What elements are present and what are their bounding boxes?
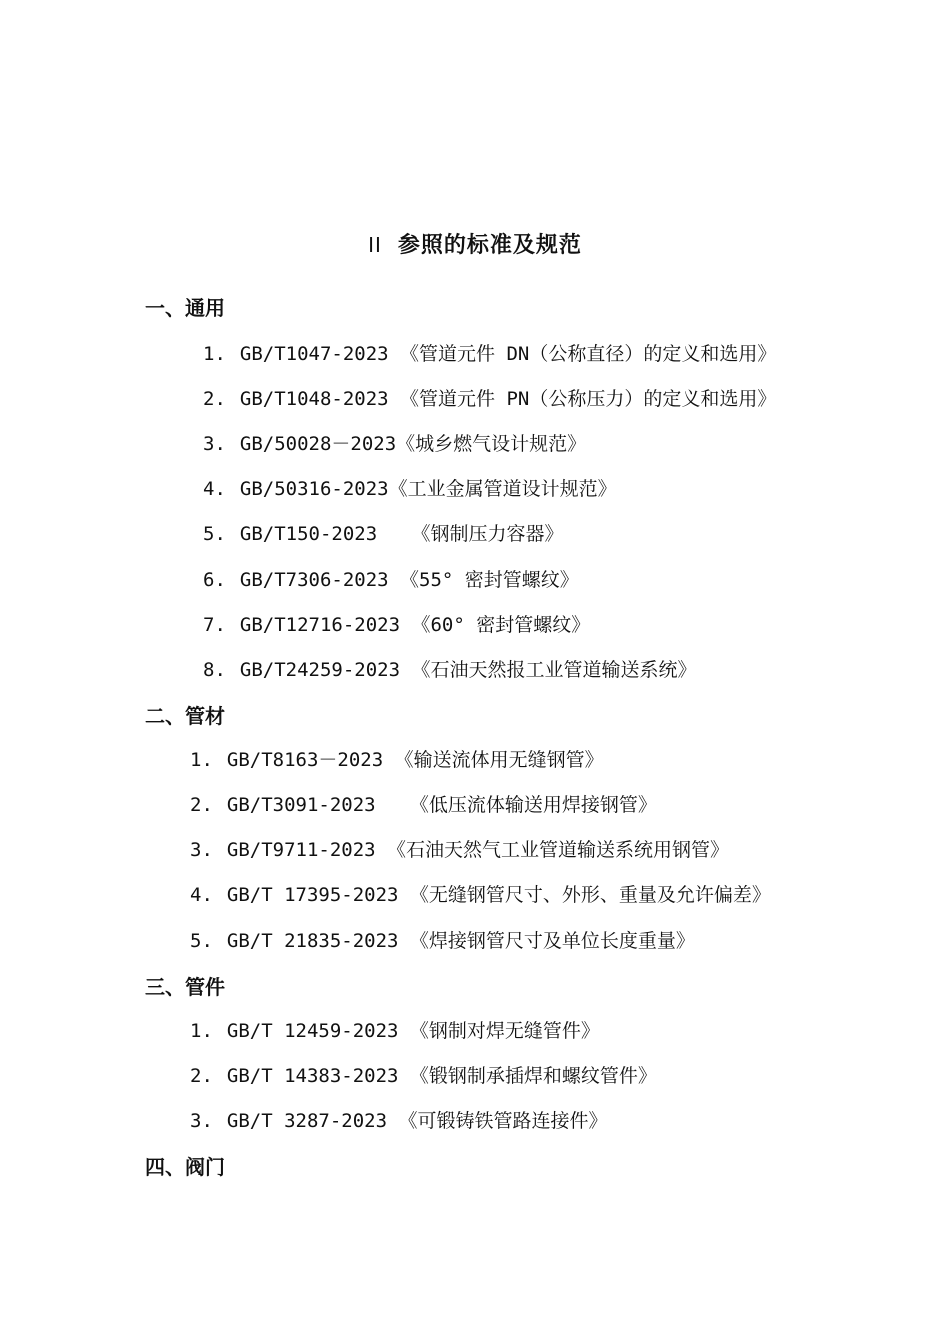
- list-item: 1. GB/T1047-2023 《管道元件 DN（公称直径）的定义和选用》: [203, 343, 777, 365]
- list-item: 6. GB/T7306-2023 《55° 密封管螺纹》: [203, 569, 579, 591]
- list-item: 5. GB/T 21835-2023 《焊接钢管尺寸及单位长度重量》: [190, 930, 695, 952]
- section-heading-valves: 四、阀门: [145, 1155, 225, 1179]
- list-item: 1. GB/T 12459-2023 《钢制对焊无缝管件》: [190, 1020, 600, 1042]
- list-item: 7. GB/T12716-2023 《60° 密封管螺纹》: [203, 614, 591, 636]
- list-item: 8. GB/T24259-2023 《石油天然报工业管道输送系统》: [203, 659, 697, 681]
- page-title-text: 参照的标准及规范: [397, 233, 582, 258]
- list-item: 3. GB/50028－2023《城乡燃气设计规范》: [203, 433, 587, 455]
- section-heading-fittings: 三、管件: [145, 975, 225, 999]
- list-item: 4. GB/50316-2023《工业金属管道设计规范》: [203, 478, 617, 500]
- list-item: 1. GB/T8163－2023 《输送流体用无缝钢管》: [190, 749, 604, 771]
- list-item: 5. GB/T150-2023 《钢制压力容器》: [203, 523, 564, 545]
- list-item: 3. GB/T 3287-2023 《可锻铸铁管路连接件》: [190, 1110, 608, 1132]
- list-item: 2. GB/T3091-2023 《低压流体输送用焊接钢管》: [190, 794, 657, 816]
- page-title: [0, 228, 950, 259]
- list-item: 2. GB/T 14383-2023 《锻钢制承插焊和螺纹管件》: [190, 1065, 657, 1087]
- section-heading-general: 一、通用: [145, 296, 225, 320]
- section-heading-pipes: 二、管材: [145, 704, 225, 728]
- page-title-numeral: II: [368, 233, 382, 257]
- list-item: 2. GB/T1048-2023 《管道元件 PN（公称压力）的定义和选用》: [203, 388, 777, 410]
- list-item: 3. GB/T9711-2023 《石油天然气工业管道输送系统用钢管》: [190, 839, 730, 861]
- list-item: 4. GB/T 17395-2023 《无缝钢管尺寸、外形、重量及允许偏差》: [190, 884, 771, 906]
